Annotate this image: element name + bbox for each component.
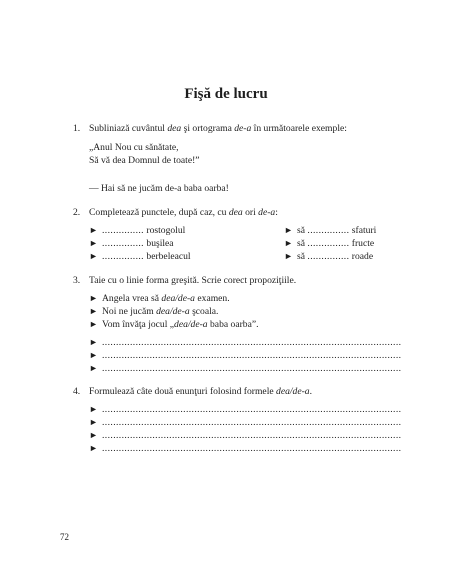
answer-line: [89, 430, 401, 441]
fill-word: roade: [351, 251, 374, 262]
arrow-icon: ►: [89, 293, 98, 303]
exercise-3-number: 3.: [73, 275, 81, 286]
sentence-text: Vom învăţa jocul „: [102, 319, 175, 330]
instruction-text: şi ortograma: [181, 123, 235, 134]
fill-word: sfaturi: [351, 225, 377, 236]
sentence-item: [89, 319, 258, 330]
sentence-text: şcoala.: [189, 306, 219, 317]
sentence-choice: dea/de-a: [161, 293, 195, 304]
fill-prefix: să: [297, 225, 305, 236]
blank-dots: ...........................................................................................................: [102, 363, 402, 374]
arrow-icon: ►: [89, 404, 98, 414]
arrow-icon: ►: [89, 417, 98, 427]
arrow-icon: ►: [89, 319, 98, 329]
quote-line-2: Să vă dea Domnul de toate!”: [89, 155, 200, 166]
fill-item: [284, 225, 376, 236]
sentence-text: Angela vrea să: [102, 293, 162, 304]
blank-dots: ...........................................................................................................: [102, 404, 402, 415]
arrow-icon: ►: [284, 238, 293, 248]
arrow-icon: ►: [89, 350, 98, 360]
blank-dots: ...........................................................................................................: [102, 443, 402, 454]
instruction-emphasis: dea/de-a: [276, 386, 310, 397]
instruction-text: ori: [242, 207, 259, 218]
instruction-text: Formulează câte două enunţuri folosind formele: [89, 386, 277, 397]
fill-word: berbeleacul: [146, 251, 191, 262]
fill-item: [89, 251, 191, 262]
blank-dots: ...........................................................................................................: [102, 350, 402, 361]
arrow-icon: ►: [89, 337, 98, 347]
exercise-2-number: 2.: [73, 207, 81, 218]
instruction-emphasis: de-a: [234, 123, 252, 134]
fill-prefix: să: [297, 238, 305, 249]
exercise-4-instruction: [89, 386, 312, 397]
sentence-choice: dea/de-a: [156, 306, 190, 317]
quote-line-1: „Anul Nou cu sănătate,: [89, 142, 179, 153]
blank-dots: ...............: [307, 251, 350, 262]
arrow-icon: ►: [89, 306, 98, 316]
sentence-choice: dea/de-a: [174, 319, 208, 330]
sentence-text: baba oarba”.: [207, 319, 259, 330]
answer-line: [89, 350, 401, 361]
arrow-icon: ►: [284, 251, 293, 261]
fill-item: [89, 225, 185, 236]
fill-word: fructe: [351, 238, 375, 249]
page-number: 72: [60, 532, 69, 542]
blank-dots: ...............: [102, 251, 144, 262]
fill-item: [284, 251, 373, 262]
answer-line: [89, 417, 401, 428]
sentence-item: [89, 293, 230, 304]
arrow-icon: ►: [89, 363, 98, 373]
sentence-item: [89, 306, 218, 317]
sentence-text: Noi ne jucăm: [102, 306, 157, 317]
blank-dots: ...........................................................................................................: [102, 337, 402, 348]
fill-item: [89, 238, 174, 249]
arrow-icon: ►: [89, 443, 98, 453]
arrow-icon: ►: [89, 238, 98, 248]
instruction-text: în următoarele exemple:: [251, 123, 347, 134]
blank-dots: ...............: [307, 238, 350, 249]
fill-prefix: să: [297, 251, 305, 262]
sentence-text: examen.: [194, 293, 230, 304]
instruction-emphasis: dea: [228, 207, 243, 218]
blank-dots: ...........................................................................................................: [102, 430, 402, 441]
arrow-icon: ►: [284, 225, 293, 235]
arrow-icon: ►: [89, 251, 98, 261]
instruction-text: Subliniază cuvântul: [89, 123, 168, 134]
exercise-1-instruction: [89, 123, 347, 134]
exercise-3-instruction: Taie cu o linie forma greşită. Scrie corect propoziţiile.: [89, 275, 297, 286]
page-title: Fişă de lucru: [184, 86, 268, 102]
instruction-text: Completează punctele, după caz, cu: [89, 207, 229, 218]
exercise-2-instruction: [89, 207, 278, 218]
exercise-1-number: 1.: [73, 123, 81, 134]
blank-dots: ...............: [102, 238, 144, 249]
dialogue-line: — Hai să ne jucăm de-a baba oarba!: [89, 183, 229, 194]
fill-item: [284, 238, 374, 249]
answer-line: [89, 363, 401, 374]
instruction-text: :: [275, 207, 278, 218]
answer-line: [89, 404, 401, 415]
fill-word: buşilea: [146, 238, 174, 249]
exercise-4-number: 4.: [73, 386, 81, 397]
blank-dots: ...............: [307, 225, 350, 236]
blank-dots: ...............: [102, 225, 144, 236]
fill-word: rostogolul: [146, 225, 186, 236]
instruction-emphasis: dea: [167, 123, 182, 134]
answer-line: [89, 337, 401, 348]
arrow-icon: ►: [89, 430, 98, 440]
answer-line: [89, 443, 401, 454]
blank-dots: ...........................................................................................................: [102, 417, 402, 428]
instruction-emphasis: de-a: [258, 207, 276, 218]
arrow-icon: ►: [89, 225, 98, 235]
instruction-text: .: [309, 386, 312, 397]
